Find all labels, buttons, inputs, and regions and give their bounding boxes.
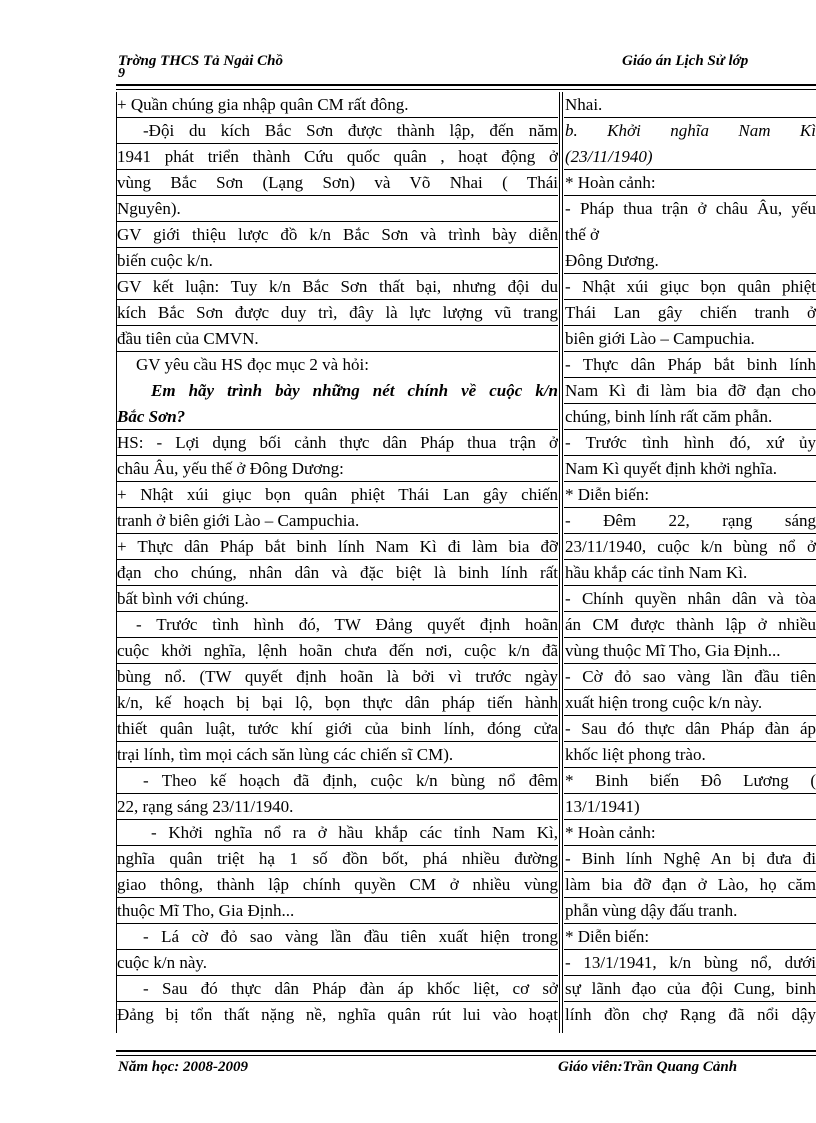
content-line: 13/1/1941) [564,794,816,820]
content-line: - Sau đó thực dân Pháp đàn áp [564,716,816,742]
header-grade-number: 9 [118,66,125,81]
content-line: sự lãnh đạo của đội Cung, binh [564,976,816,1002]
activity-line: thiết quân luật, tước khí giới của binh lính, đóng cửa [116,716,558,742]
content-line: * Diễn biến: [564,924,816,950]
activity-line: + Nhật xúi giục bọn quân phiệt Thái Lan gây chiến [116,482,558,508]
content-line: hầu khắp các tỉnh Nam Kì. [564,560,816,586]
content-line: * Hoàn cảnh: [564,170,816,196]
activity-line: đầu tiên của CMVN. [116,326,558,352]
content-line: Nam Kì quyết định khởi nghĩa. [564,456,816,482]
activity-line: châu Âu, yếu thế ở Đông Dương: [116,456,558,482]
content-line: Đông Dương. [564,248,816,274]
content-line: thế ở [565,225,600,244]
activity-line: -Đội du kích Bắc Sơn được thành lập, đến năm [116,118,558,144]
activity-line: nghĩa quân triệt hạ 1 số đồn bốt, phá nhiều đường [116,846,558,872]
header-subject: Giáo án Lịch Sử lớp [622,53,749,69]
activity-line: GV kết luận: Tuy k/n Bắc Sơn thất bại, nhưng đội du [116,274,558,300]
header-rule-thin [116,89,816,90]
column-divider-right [562,92,563,1033]
activity-line: vùng Bắc Sơn (Lạng Sơn) và Võ Nhai ( Thái [116,170,558,196]
content-line: - 13/1/1941, k/n bùng nổ, dưới [564,950,816,976]
content-line: chúng, binh lính rất căm phẫn. [564,404,816,430]
activity-line: k/n, kế hoạch bị bại lộ, bọn thực dân pháp tiến hành [116,690,558,716]
activity-line: bất bình với chúng. [116,586,558,612]
column-divider-left [559,92,560,1033]
content-line: - Binh lính Nghệ An bị đưa đi [564,846,816,872]
activity-line: Nguyên). [116,196,558,222]
activity-line: - Khởi nghĩa nổ ra ở hầu khắp các tỉnh Nam Kì, [116,820,558,846]
activity-line: HS: - Lợi dụng bối cảnh thực dân Pháp thua trận ở [116,430,558,456]
footer-rule-thin [116,1055,816,1056]
header-school: Trờng THCS Tả Ngải Chồ [118,53,284,69]
content-line: lính đồn chợ Rạng đã nổi dậy [565,1005,816,1024]
activity-line: - Sau đó thực dân Pháp đàn áp khốc liệt, cơ sở [116,976,558,1002]
activity-line: - Trước tình hình đó, TW Đảng quyết định hoãn [116,612,558,638]
activity-line: cuộc khởi nghĩa, lệnh hoãn chưa đến nơi, cuộc k/n đã [116,638,558,664]
content-line: - Pháp thua trận ở châu Âu, yếu [565,199,816,218]
content-line: phẫn vùng dậy đấu tranh. [564,898,816,924]
footer-teacher: Giáo viên:Trần Quang Cảnh [558,1059,738,1075]
activity-line: + Thực dân Pháp bắt binh lính Nam Kì đi làm bia đỡ [116,534,558,560]
footer-rule [116,1050,816,1052]
activity-line: 1941 phát triển thành Cứu quốc quân , hoạt động ở [116,144,558,170]
content-line: 23/11/1940, cuộc k/n bùng nổ ở [564,534,816,560]
activity-line: + Quần chúng gia nhập quân CM rất đông. [116,92,558,118]
content-line: - Cờ đỏ sao vàng lần đầu tiên [564,664,816,690]
activity-line: đạn cho chúng, nhân dân và đặc biệt là binh lính rất [116,560,558,586]
activity-line: 22, rạng sáng 23/11/1940. [116,794,558,820]
content-line: xuất hiện trong cuộc k/n này. [564,690,816,716]
content-line: - Chính quyền nhân dân và tòa [564,586,816,612]
activity-line: - Lá cờ đỏ sao vàng lần đầu tiên xuất hiện trong [116,924,558,950]
content-line: * Binh biến Đô Lương ( [564,768,816,794]
footer-school-year: Năm học: 2008-2009 [118,1059,248,1075]
activity-line: giao thông, thành lập chính quyền CM ở nhiều vùng [116,872,558,898]
header-rule [116,84,816,86]
activity-line: tranh ở biên giới Lào – Campuchia. [116,508,558,534]
activity-line: thuộc Mĩ Tho, Gia Định... [116,898,558,924]
content-line: * Hoàn cảnh: [564,820,816,846]
content-line: làm bia đỡ đạn ở Lào, họ căm [564,872,816,898]
activity-line: kích Bắc Sơn được duy trì, đây là lực lượng vũ trang [116,300,558,326]
content-line: * Diễn biến: [564,482,816,508]
activity-line: Đảng bị tổn thất nặng nề, nghĩa quân rút lui vào hoạt [117,1005,558,1024]
activity-question: Bắc Sơn? [116,404,558,430]
content-line: Nam Kì đi làm bia đỡ đạn cho [564,378,816,404]
content-line: khốc liệt phong trào. [564,742,816,768]
activity-line: cuộc k/n này. [116,950,558,976]
content-line: - Đêm 22, rạng sáng [564,508,816,534]
content-line: Nhai. [564,92,816,118]
content-line: biên giới Lào – Campuchia. [564,326,816,352]
activity-line: - Theo kế hoạch đã định, cuộc k/n bùng nổ đêm [116,768,558,794]
section-heading: b. Khởi nghĩa Nam Kì [565,121,816,140]
activity-column [116,92,558,1028]
activity-line: bùng nổ. (TW quyết định hoãn là bởi vì trước ngày [116,664,558,690]
activity-line: biến cuộc k/n. [116,248,558,274]
activity-line: GV giới thiệu lược đồ k/n Bắc Sơn và trình bày diễn [116,222,558,248]
content-column [564,92,816,1028]
content-line: - Thực dân Pháp bắt binh lính [564,352,816,378]
lesson-table [116,92,816,1033]
content-line: Thái Lan gây chiến tranh ở [564,300,816,326]
section-heading: (23/11/1940) [564,144,816,170]
content-line: án CM được thành lập ở nhiều [564,612,816,638]
activity-question: Em hãy trình bày những nét chính về cuộc k/n [151,381,558,400]
content-line: - Trước tình hình đó, xứ ủy [564,430,816,456]
activity-line: GV yêu cầu HS đọc mục 2 và hỏi: [136,355,369,374]
activity-line: trại lính, tìm mọi cách săn lùng các chiến sĩ CM). [116,742,558,768]
content-line: vùng thuộc Mĩ Tho, Gia Định... [564,638,816,664]
content-line: - Nhật xúi giục bọn quân phiệt [564,274,816,300]
